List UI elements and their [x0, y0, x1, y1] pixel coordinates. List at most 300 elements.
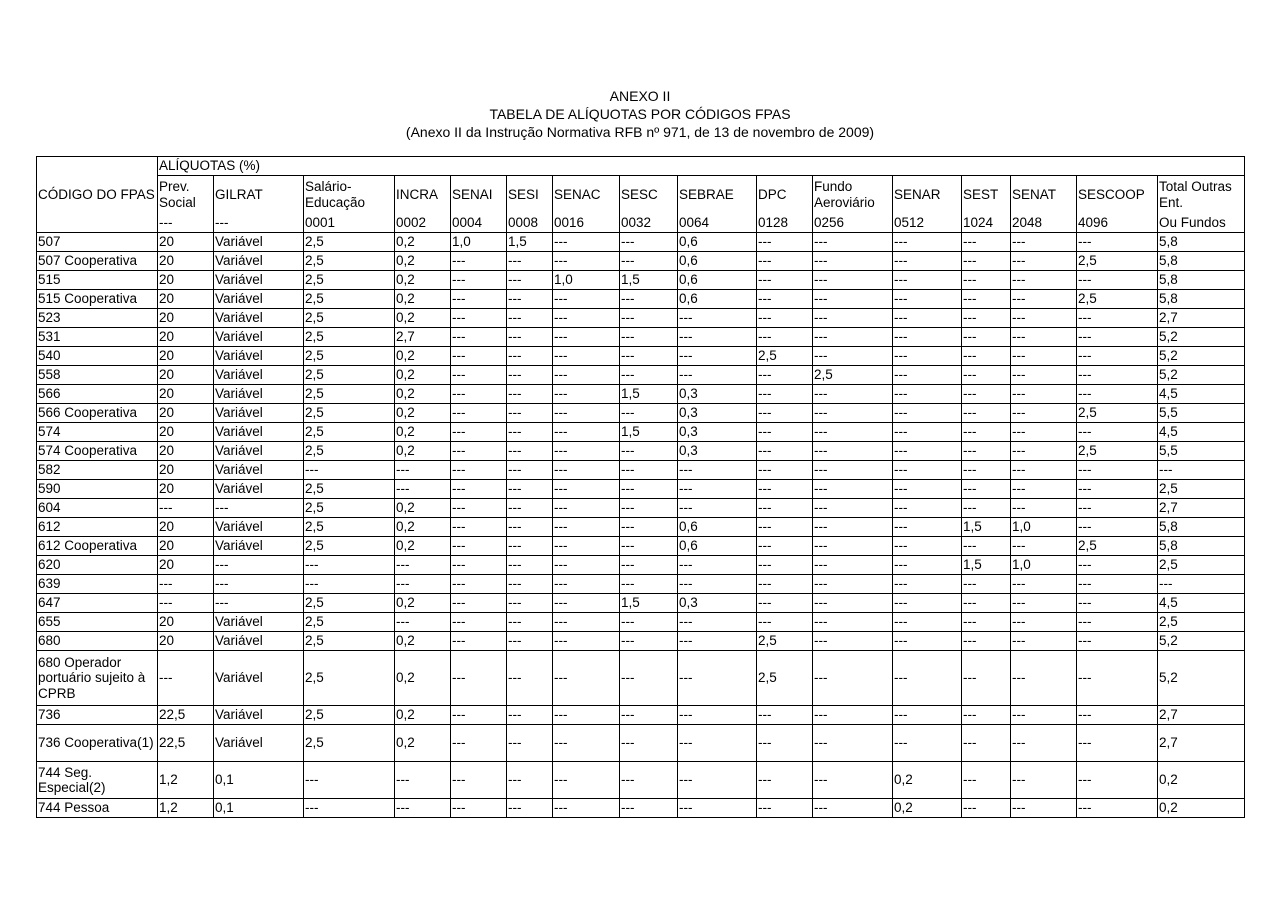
rate-cell: --- — [893, 613, 962, 632]
rate-cell: 0,2 — [395, 594, 451, 613]
rate-cell: 0,2 — [395, 233, 451, 252]
rate-cell: --- — [962, 461, 1011, 480]
rate-cell: --- — [813, 271, 893, 290]
rate-cell: --- — [757, 385, 813, 404]
rate-cell: --- — [1077, 556, 1158, 575]
rate-cell: --- — [962, 762, 1011, 799]
rate-cell: --- — [507, 594, 553, 613]
rate-cell: --- — [893, 309, 962, 328]
rate-cell: Variável — [214, 518, 304, 537]
rate-cell: --- — [1011, 575, 1077, 594]
column-header: SESCOOP — [1077, 176, 1158, 214]
rate-cell: --- — [678, 613, 757, 632]
rate-cell: --- — [1077, 233, 1158, 252]
fpas-code-cell: 736 Cooperativa(1) — [37, 725, 158, 762]
rate-cell: --- — [1011, 309, 1077, 328]
rate-cell: Variável — [214, 233, 304, 252]
header-row-codes — [37, 213, 1245, 233]
rate-cell: --- — [553, 347, 620, 366]
rate-cell: --- — [893, 706, 962, 725]
rate-cell: --- — [757, 518, 813, 537]
rate-cell: 20 — [158, 442, 214, 461]
rate-cell: --- — [757, 499, 813, 518]
rate-cell: 0,2 — [893, 799, 962, 818]
fpas-rates-table — [36, 156, 1245, 818]
rate-cell: 2,5 — [1077, 290, 1158, 309]
rate-cell: 1,0 — [1011, 518, 1077, 537]
rate-cell: --- — [1011, 651, 1077, 706]
rate-cell: --- — [813, 347, 893, 366]
fpas-code-cell: 507 Cooperativa — [37, 252, 158, 271]
column-code: 0002 — [395, 213, 451, 233]
rate-cell: --- — [620, 499, 678, 518]
rate-cell: 1,5 — [507, 233, 553, 252]
rate-cell: 4,5 — [1158, 385, 1245, 404]
table-row — [37, 518, 1245, 537]
code-header: CÓDIGO DO FPAS — [37, 157, 158, 233]
fpas-code-cell: 680 Operador portuário sujeito à CPRB — [37, 651, 158, 706]
rate-cell: --- — [304, 575, 395, 594]
rate-cell: Variável — [214, 290, 304, 309]
column-code: Ou Fundos — [1158, 213, 1245, 233]
rate-cell: 5,8 — [1158, 290, 1245, 309]
rate-cell: 5,8 — [1158, 252, 1245, 271]
rate-cell: 20 — [158, 385, 214, 404]
rate-cell: --- — [962, 233, 1011, 252]
rate-cell: 0,2 — [395, 725, 451, 762]
rate-cell: --- — [813, 518, 893, 537]
fpas-code-cell: 566 — [37, 385, 158, 404]
rate-cell: --- — [620, 799, 678, 818]
rate-cell: --- — [962, 575, 1011, 594]
rate-cell: 2,7 — [1158, 499, 1245, 518]
rate-cell: --- — [451, 461, 507, 480]
rate-cell: --- — [507, 575, 553, 594]
rate-cell: --- — [813, 762, 893, 799]
rate-cell: --- — [813, 706, 893, 725]
rate-cell: --- — [1158, 461, 1245, 480]
rate-cell: --- — [757, 575, 813, 594]
fpas-code-cell: 507 — [37, 233, 158, 252]
rate-cell: --- — [813, 651, 893, 706]
column-header: SENAR — [893, 176, 962, 214]
table-row — [37, 651, 1245, 706]
rate-cell: --- — [451, 632, 507, 651]
rate-cell: 2,5 — [304, 404, 395, 423]
table-row — [37, 404, 1245, 423]
rate-cell: --- — [962, 799, 1011, 818]
rate-cell: --- — [451, 537, 507, 556]
rate-cell: --- — [813, 423, 893, 442]
rate-cell: --- — [757, 762, 813, 799]
rate-cell: --- — [158, 499, 214, 518]
rate-cell: --- — [813, 725, 893, 762]
rate-cell: --- — [678, 461, 757, 480]
rate-cell: --- — [507, 385, 553, 404]
rate-cell: --- — [962, 366, 1011, 385]
rate-cell: --- — [757, 233, 813, 252]
column-header: SENAI — [451, 176, 507, 214]
table-row — [37, 233, 1245, 252]
rate-cell: 22,5 — [158, 725, 214, 762]
rate-cell: --- — [757, 480, 813, 499]
rate-cell: --- — [507, 328, 553, 347]
rate-cell: --- — [1077, 309, 1158, 328]
rate-cell: --- — [757, 799, 813, 818]
table-row — [37, 613, 1245, 632]
rate-cell: --- — [893, 328, 962, 347]
rate-cell: 20 — [158, 347, 214, 366]
fpas-code-cell: 604 — [37, 499, 158, 518]
rate-cell: --- — [678, 632, 757, 651]
rate-cell: --- — [553, 632, 620, 651]
rate-cell: --- — [813, 309, 893, 328]
rate-cell: 0,2 — [1158, 799, 1245, 818]
rate-cell: 2,5 — [304, 366, 395, 385]
rate-cell: 0,2 — [395, 518, 451, 537]
table-row — [37, 799, 1245, 818]
rate-cell: --- — [813, 385, 893, 404]
rate-cell: --- — [1077, 328, 1158, 347]
rate-cell: --- — [757, 442, 813, 461]
rate-cell: 0,6 — [678, 518, 757, 537]
rate-cell: --- — [553, 442, 620, 461]
rate-cell: --- — [620, 537, 678, 556]
table-row — [37, 347, 1245, 366]
table-row — [37, 556, 1245, 575]
rate-cell: 2,5 — [304, 518, 395, 537]
rate-cell: 5,8 — [1158, 518, 1245, 537]
rate-cell: --- — [553, 613, 620, 632]
rate-cell: 5,8 — [1158, 233, 1245, 252]
column-header: GILRAT — [214, 176, 304, 214]
rate-cell: 1,5 — [620, 271, 678, 290]
rate-cell: 20 — [158, 613, 214, 632]
rate-cell: 0,6 — [678, 252, 757, 271]
rate-cell: --- — [813, 252, 893, 271]
rate-cell: --- — [893, 347, 962, 366]
rate-cell: --- — [813, 461, 893, 480]
rate-cell: 0,2 — [395, 366, 451, 385]
rate-cell: --- — [893, 385, 962, 404]
rate-cell: 0,2 — [395, 651, 451, 706]
rate-cell: --- — [678, 347, 757, 366]
rate-cell: --- — [507, 537, 553, 556]
table-row — [37, 252, 1245, 271]
rate-cell: Variável — [214, 706, 304, 725]
rate-cell: --- — [893, 725, 962, 762]
rate-cell: --- — [1077, 651, 1158, 706]
rate-cell: --- — [507, 556, 553, 575]
rate-cell: 0,6 — [678, 271, 757, 290]
rate-cell: 0,3 — [678, 442, 757, 461]
rate-cell: --- — [893, 233, 962, 252]
rate-cell: --- — [620, 706, 678, 725]
rate-cell: --- — [620, 347, 678, 366]
rate-cell: --- — [304, 556, 395, 575]
rate-cell: --- — [757, 404, 813, 423]
table-row — [37, 706, 1245, 725]
table-row — [37, 461, 1245, 480]
column-code: 0512 — [893, 213, 962, 233]
annex-title: ANEXO II — [609, 88, 671, 104]
column-header: DPC — [757, 176, 813, 214]
table-title: TABELA DE ALÍQUOTAS POR CÓDIGOS FPAS — [489, 106, 791, 122]
rate-cell: --- — [553, 556, 620, 575]
column-header: SESC — [620, 176, 678, 214]
rate-cell: 20 — [158, 404, 214, 423]
rate-cell: --- — [507, 347, 553, 366]
rate-cell: --- — [1077, 725, 1158, 762]
column-code: 0256 — [813, 213, 893, 233]
rate-cell: 2,7 — [395, 328, 451, 347]
rate-cell: 20 — [158, 518, 214, 537]
column-code: 0064 — [678, 213, 757, 233]
rate-cell: --- — [893, 556, 962, 575]
column-header: SEST — [962, 176, 1011, 214]
rate-cell: --- — [451, 385, 507, 404]
rate-cell: --- — [962, 385, 1011, 404]
rate-cell: --- — [395, 461, 451, 480]
column-code: 0032 — [620, 213, 678, 233]
rate-cell: Variável — [214, 404, 304, 423]
rate-cell: 2,5 — [1077, 537, 1158, 556]
rate-cell: --- — [620, 480, 678, 499]
table-row — [37, 271, 1245, 290]
rate-cell: --- — [620, 461, 678, 480]
rate-cell: --- — [1011, 328, 1077, 347]
rate-cell: --- — [1011, 537, 1077, 556]
header-row-group — [37, 157, 1245, 176]
rate-cell: --- — [1011, 762, 1077, 799]
fpas-code-cell: 612 Cooperativa — [37, 537, 158, 556]
rate-cell: --- — [962, 423, 1011, 442]
rate-cell: --- — [553, 575, 620, 594]
rate-cell: --- — [395, 613, 451, 632]
rate-cell: --- — [507, 632, 553, 651]
rate-cell: 2,5 — [304, 309, 395, 328]
rate-cell: --- — [678, 762, 757, 799]
rates-group-header: ALÍQUOTAS (%) — [158, 157, 1245, 176]
rate-cell: --- — [962, 499, 1011, 518]
rate-cell: 2,5 — [304, 233, 395, 252]
rate-cell: --- — [962, 309, 1011, 328]
rate-cell: 0,2 — [395, 423, 451, 442]
rate-cell: --- — [451, 762, 507, 799]
rate-cell: --- — [893, 461, 962, 480]
rate-cell: --- — [158, 651, 214, 706]
rate-cell: 20 — [158, 328, 214, 347]
rate-cell: --- — [1077, 706, 1158, 725]
rate-cell: --- — [507, 725, 553, 762]
rate-cell: 2,5 — [1158, 613, 1245, 632]
rate-cell: --- — [757, 366, 813, 385]
rate-cell: Variável — [214, 309, 304, 328]
table-row — [37, 385, 1245, 404]
rate-cell: --- — [451, 328, 507, 347]
rate-cell: --- — [813, 480, 893, 499]
rate-cell: 2,5 — [1077, 252, 1158, 271]
rate-cell: --- — [813, 233, 893, 252]
rate-cell: --- — [757, 290, 813, 309]
rate-cell: --- — [1011, 385, 1077, 404]
rate-cell: --- — [451, 480, 507, 499]
rate-cell: --- — [451, 725, 507, 762]
rate-cell: 2,5 — [757, 632, 813, 651]
rate-cell: 0,2 — [395, 537, 451, 556]
rate-cell: --- — [678, 366, 757, 385]
rate-cell: 5,8 — [1158, 537, 1245, 556]
rate-cell: 0,2 — [395, 404, 451, 423]
rate-cell: 2,5 — [304, 706, 395, 725]
rate-cell: Variável — [214, 328, 304, 347]
rate-cell: --- — [451, 366, 507, 385]
rate-cell: --- — [451, 799, 507, 818]
column-header: INCRA — [395, 176, 451, 214]
rate-cell: 0,3 — [678, 594, 757, 613]
rate-cell: 2,5 — [304, 632, 395, 651]
column-header: Fundo Aeroviário — [813, 176, 893, 214]
rate-cell: --- — [893, 442, 962, 461]
rate-cell: --- — [553, 706, 620, 725]
rate-cell: 0,2 — [395, 290, 451, 309]
rate-cell: --- — [893, 651, 962, 706]
rate-cell: --- — [620, 442, 678, 461]
rate-cell: --- — [1077, 499, 1158, 518]
rate-cell: --- — [1077, 613, 1158, 632]
fpas-code-cell: 639 — [37, 575, 158, 594]
rate-cell: --- — [451, 309, 507, 328]
rate-cell: 20 — [158, 423, 214, 442]
rate-cell: --- — [813, 290, 893, 309]
rate-cell: --- — [158, 594, 214, 613]
table-row — [37, 309, 1245, 328]
rate-cell: 2,5 — [757, 651, 813, 706]
rate-cell: --- — [1011, 613, 1077, 632]
rate-cell: 20 — [158, 537, 214, 556]
rate-cell: 2,5 — [304, 423, 395, 442]
rate-cell: --- — [620, 290, 678, 309]
rate-cell: 5,2 — [1158, 651, 1245, 706]
rate-cell: Variável — [214, 366, 304, 385]
rate-cell: --- — [507, 423, 553, 442]
fpas-code-cell: 574 Cooperativa — [37, 442, 158, 461]
rate-cell: --- — [757, 309, 813, 328]
rate-cell: --- — [1011, 423, 1077, 442]
rate-cell: --- — [893, 499, 962, 518]
rate-cell: 22,5 — [158, 706, 214, 725]
rate-cell: 5,2 — [1158, 366, 1245, 385]
rate-cell: --- — [893, 252, 962, 271]
document-title — [0, 87, 1280, 141]
rate-cell: --- — [757, 252, 813, 271]
rate-cell: 2,5 — [1158, 480, 1245, 499]
rate-cell: --- — [620, 613, 678, 632]
column-header: SESI — [507, 176, 553, 214]
rate-cell: --- — [1077, 347, 1158, 366]
rate-cell: --- — [451, 271, 507, 290]
rate-cell: 2,5 — [304, 271, 395, 290]
rate-cell: --- — [553, 594, 620, 613]
rate-cell: --- — [757, 537, 813, 556]
rate-cell: --- — [620, 632, 678, 651]
rate-cell: 1,5 — [962, 556, 1011, 575]
rate-cell: --- — [451, 575, 507, 594]
rate-cell: --- — [893, 480, 962, 499]
rate-cell: --- — [304, 461, 395, 480]
fpas-code-cell: 515 — [37, 271, 158, 290]
rate-cell: --- — [962, 537, 1011, 556]
rate-cell: 2,5 — [304, 480, 395, 499]
rate-cell: --- — [1011, 366, 1077, 385]
rate-cell: 20 — [158, 480, 214, 499]
table-row — [37, 480, 1245, 499]
rate-cell: 20 — [158, 632, 214, 651]
rate-cell: --- — [1158, 575, 1245, 594]
rate-cell: 2,5 — [1077, 404, 1158, 423]
rate-cell: --- — [507, 461, 553, 480]
rate-cell: --- — [893, 632, 962, 651]
rate-cell: --- — [813, 328, 893, 347]
column-header: Prev. Social — [158, 176, 214, 214]
rate-cell: --- — [1077, 762, 1158, 799]
rate-cell: --- — [962, 271, 1011, 290]
rate-cell: --- — [553, 385, 620, 404]
rate-cell: --- — [507, 252, 553, 271]
fpas-code-cell: 590 — [37, 480, 158, 499]
rate-cell: 5,2 — [1158, 347, 1245, 366]
rate-cell: 2,5 — [304, 499, 395, 518]
fpas-code-cell: 647 — [37, 594, 158, 613]
rate-cell: --- — [553, 290, 620, 309]
rate-cell: Variável — [214, 271, 304, 290]
rate-cell: --- — [1077, 632, 1158, 651]
rate-cell: 2,5 — [304, 537, 395, 556]
rate-cell: --- — [678, 725, 757, 762]
rate-cell: 20 — [158, 556, 214, 575]
rate-cell: --- — [1077, 518, 1158, 537]
rate-cell: --- — [507, 613, 553, 632]
rate-cell: --- — [813, 404, 893, 423]
rate-cell: --- — [1077, 594, 1158, 613]
rate-cell: --- — [1011, 404, 1077, 423]
rate-cell: 1,0 — [1011, 556, 1077, 575]
rate-cell: --- — [1077, 461, 1158, 480]
fpas-code-cell: 612 — [37, 518, 158, 537]
rate-cell: 1,5 — [620, 385, 678, 404]
rate-cell: --- — [757, 706, 813, 725]
rate-cell: --- — [553, 252, 620, 271]
column-code: --- — [158, 213, 214, 233]
rate-cell: --- — [553, 461, 620, 480]
rate-cell: --- — [1011, 594, 1077, 613]
rate-cell: --- — [620, 725, 678, 762]
rate-cell: --- — [451, 499, 507, 518]
rate-cell: --- — [395, 480, 451, 499]
rate-cell: Variável — [214, 252, 304, 271]
rate-cell: 0,2 — [395, 347, 451, 366]
rate-cell: --- — [507, 366, 553, 385]
table-row — [37, 290, 1245, 309]
rate-cell: --- — [962, 651, 1011, 706]
rate-cell: --- — [1077, 575, 1158, 594]
rate-cell: --- — [678, 575, 757, 594]
rate-cell: --- — [1077, 366, 1158, 385]
rate-cell: 0,6 — [678, 233, 757, 252]
rate-cell: --- — [214, 556, 304, 575]
rate-cell: --- — [893, 404, 962, 423]
rate-cell: --- — [1011, 442, 1077, 461]
